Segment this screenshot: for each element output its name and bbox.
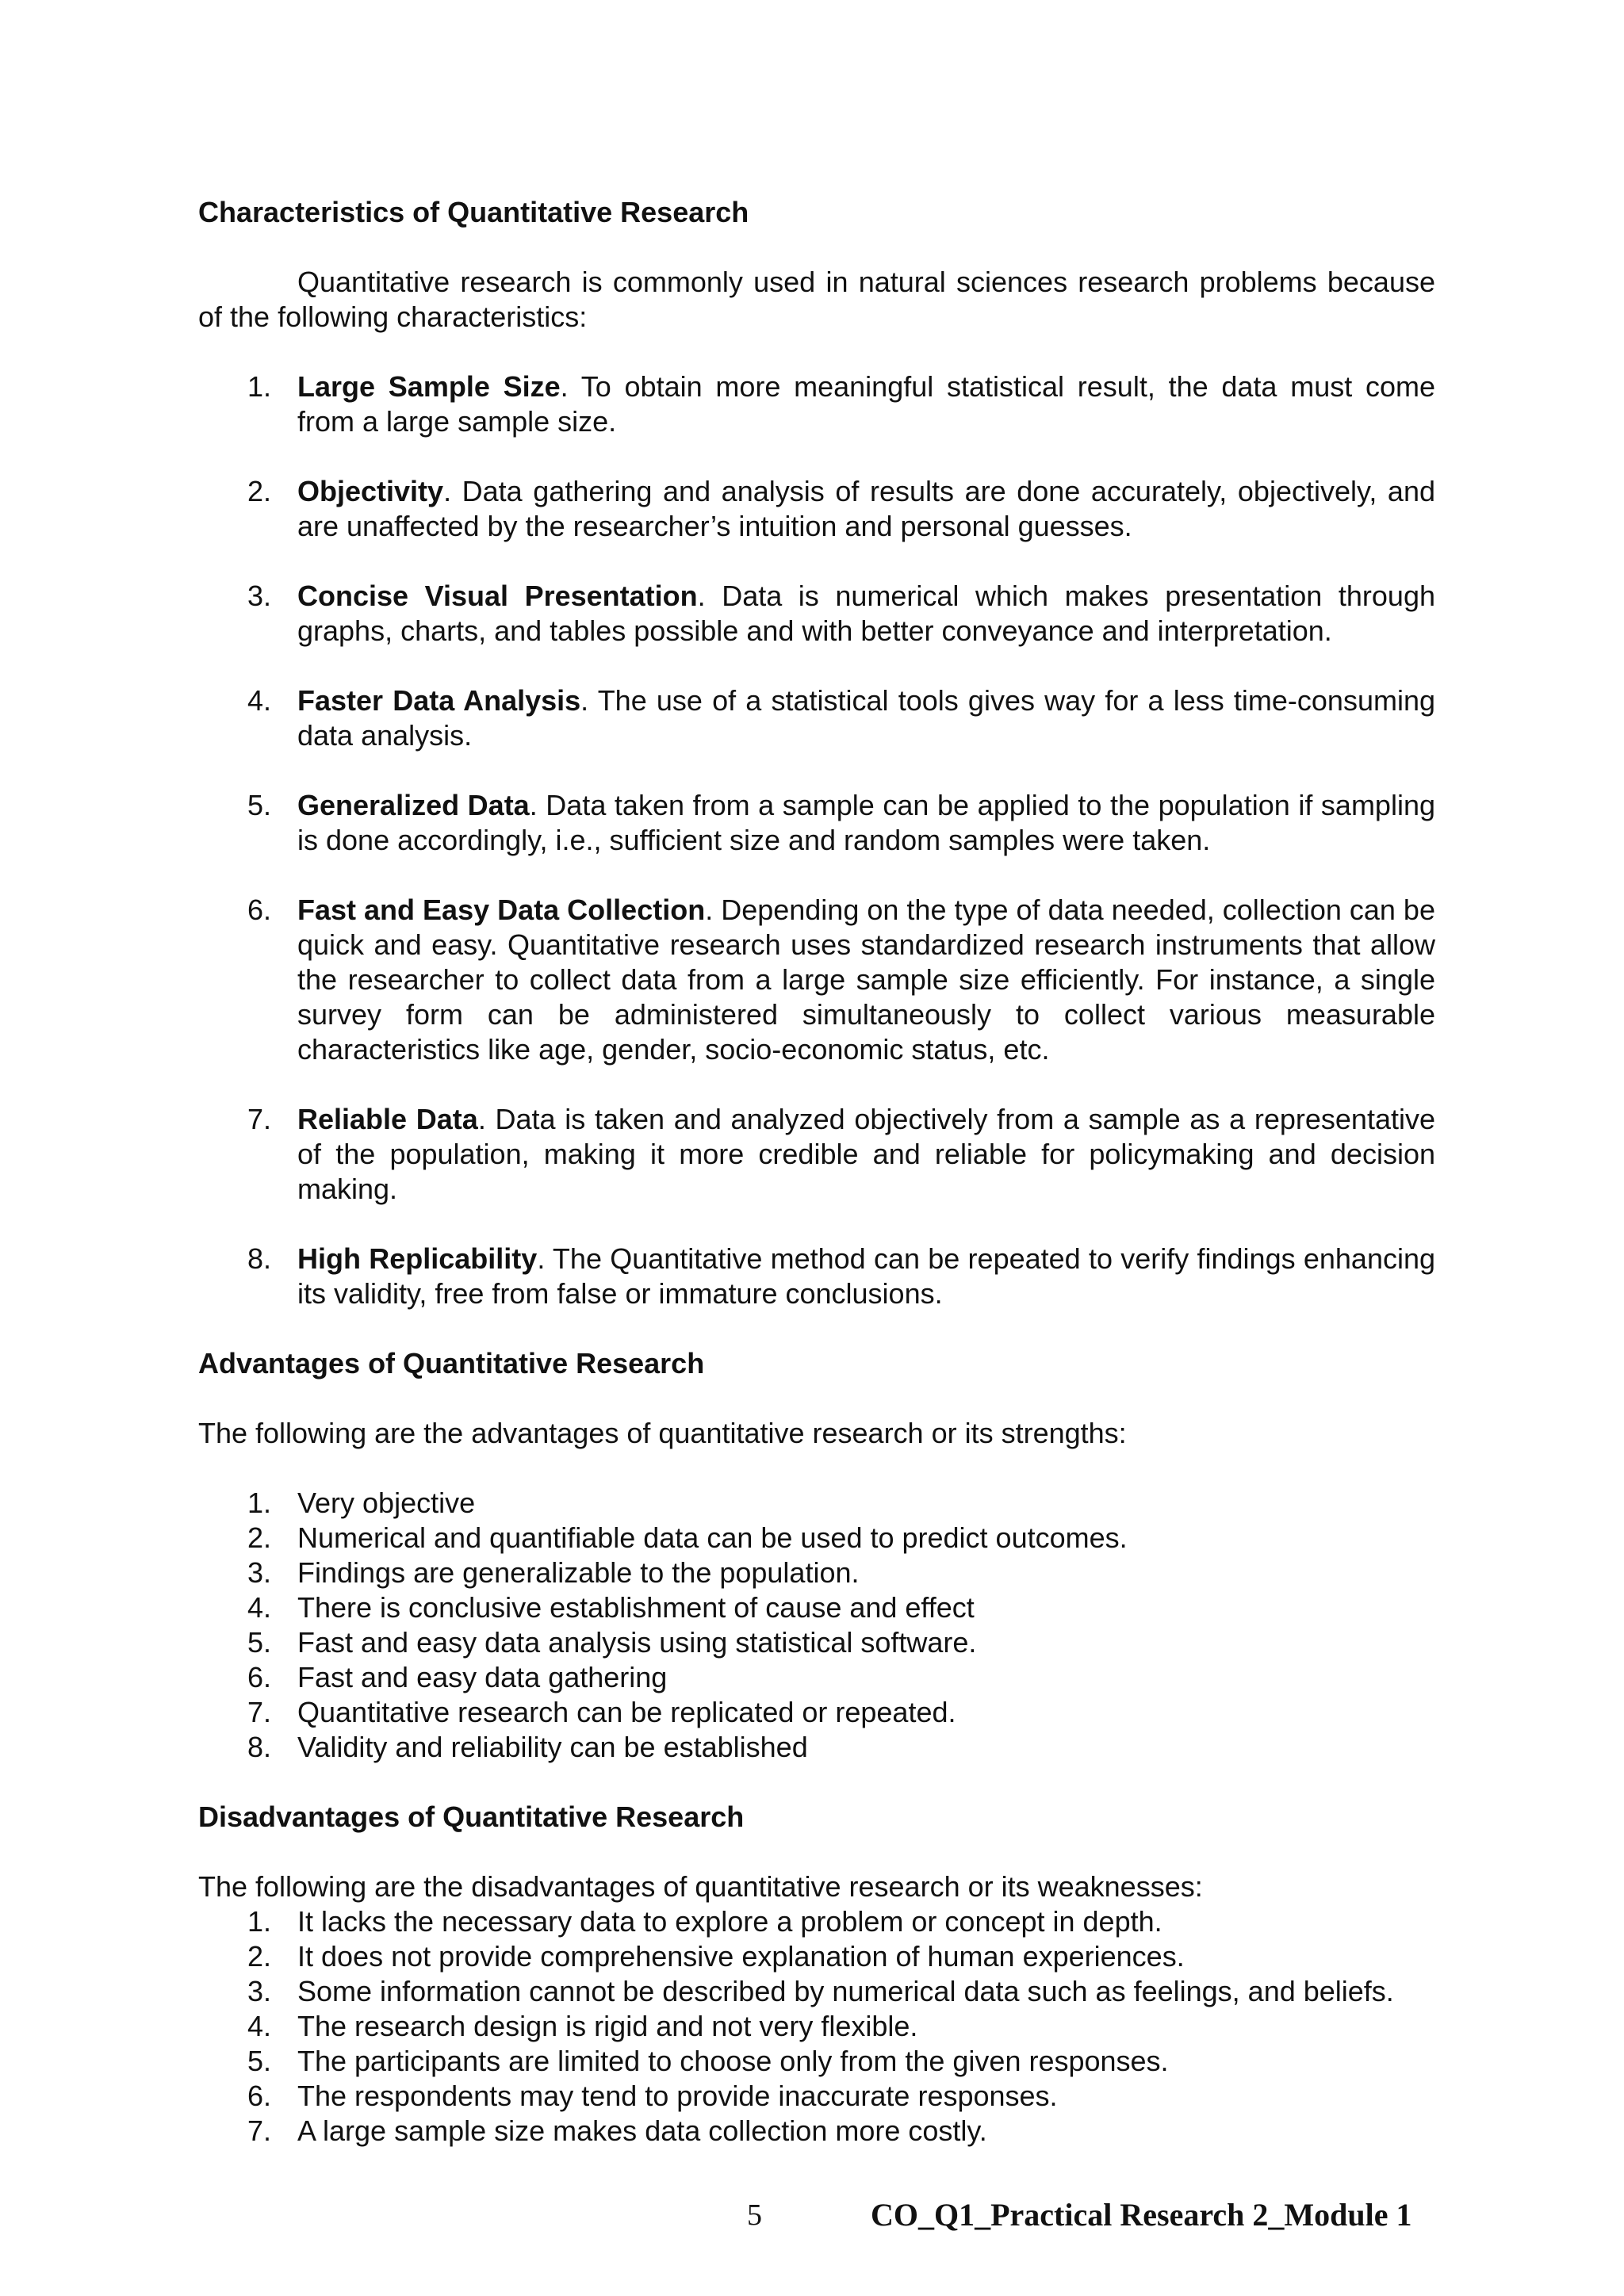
list-item — [198, 1660, 1435, 1695]
item-number: 7. — [247, 1103, 272, 1135]
item-number: 1. — [247, 1905, 272, 1938]
list-item — [198, 1102, 1435, 1207]
item-text: . Data is taken and analyzed objectively from a sample as a representative of the population, making it more credible and reliable for policymaking and decision making. — [297, 1103, 1435, 1205]
item-text: Some information cannot be described by numerical data such as feelings, and beliefs. — [297, 1975, 1394, 2007]
spacer — [198, 1451, 1435, 1486]
item-number: 3. — [247, 1975, 272, 2007]
item-text: Validity and reliability can be established — [297, 1731, 808, 1763]
list-item — [198, 1625, 1435, 1660]
item-text: Findings are generalizable to the population. — [297, 1556, 860, 1589]
item-number: 5. — [247, 1626, 272, 1659]
disadvantages-heading: Disadvantages of Quantitative Research — [198, 1800, 745, 1833]
module-label: CO_Q1_Practical Research 2_Module 1 — [871, 2197, 1412, 2233]
list-item — [198, 893, 1435, 1067]
item-text: . The Quantitative method can be repeated to verify findings enhancing its validity, free from false or immature conclusions. — [297, 1242, 1436, 1310]
list-item — [198, 2114, 1435, 2149]
item-number: 4. — [247, 1591, 272, 1624]
item-number: 7. — [247, 1696, 272, 1728]
item-text: The participants are limited to choose only from the given responses. — [297, 2045, 1169, 2077]
item-number: 4. — [247, 684, 272, 717]
disadvantages-list — [198, 1904, 1435, 2149]
list-item — [198, 1730, 1435, 1765]
item-number: 5. — [247, 2045, 272, 2077]
item-text: Very objective — [297, 1487, 476, 1519]
item-text: The research design is rigid and not very flexible. — [297, 2010, 918, 2042]
advantages-heading: Advantages of Quantitative Research — [198, 1347, 705, 1380]
item-number: 3. — [247, 580, 272, 612]
item-term: Large Sample Size — [297, 370, 561, 403]
characteristics-list — [198, 369, 1435, 1311]
item-number: 2. — [247, 1521, 272, 1554]
item-text: It lacks the necessary data to explore a problem or concept in depth. — [297, 1905, 1162, 1938]
item-term: Generalized Data — [297, 789, 530, 821]
spacer — [198, 1765, 1435, 1800]
item-number: 6. — [247, 894, 272, 926]
item-text: . Depending on the type of data needed, collection can be quick and easy. Quantitative research uses standardized research instruments that allow the researcher to collect data from a large sample size efficiently. For instance, a single survey form can be administered simultaneously to collect various measurable characteristics like age, gender, socio-economic status, etc. — [297, 894, 1435, 1066]
list-item — [198, 1521, 1435, 1556]
list-item — [198, 1590, 1435, 1625]
advantages-list — [198, 1486, 1435, 1765]
page-number: 5 — [747, 2198, 762, 2232]
item-term: Fast and Easy Data Collection — [297, 894, 706, 926]
spacer — [198, 1311, 1435, 1346]
item-number: 4. — [247, 2010, 272, 2042]
item-term: Concise Visual Presentation — [297, 580, 698, 612]
item-number: 6. — [247, 1661, 272, 1693]
item-text: The respondents may tend to provide inaccurate responses. — [297, 2080, 1058, 2112]
list-item — [198, 788, 1435, 858]
page-content — [198, 195, 1435, 2149]
item-text: Fast and easy data gathering — [297, 1661, 668, 1693]
list-item — [198, 369, 1435, 439]
characteristics-intro: Quantitative research is commonly used in natural sciences research problems because of the following characteristics: — [198, 266, 1435, 333]
item-number: 8. — [247, 1731, 272, 1763]
list-item — [198, 1939, 1435, 1974]
item-term: Faster Data Analysis — [297, 684, 581, 717]
item-number: 3. — [247, 1556, 272, 1589]
item-number: 1. — [247, 1487, 272, 1519]
item-text: It does not provide comprehensive explanation of human experiences. — [297, 1940, 1185, 1973]
item-term: Reliable Data — [297, 1103, 478, 1135]
item-text: There is conclusive establishment of cause and effect — [297, 1591, 975, 1624]
list-item — [198, 1904, 1435, 1939]
item-text: Quantitative research can be replicated or repeated. — [297, 1696, 956, 1728]
item-text: . To obtain more meaningful statistical result, the data must come from a large sample size. — [297, 370, 1435, 438]
list-item — [198, 474, 1435, 544]
item-number: 5. — [247, 789, 272, 821]
list-item — [198, 1556, 1435, 1590]
list-item — [198, 2079, 1435, 2114]
disadvantages-intro: The following are the disadvantages of quantitative research or its weaknesses: — [198, 1870, 1203, 1903]
list-item — [198, 2009, 1435, 2044]
list-item — [198, 579, 1435, 649]
item-text: . The use of a statistical tools gives way for a less time-consuming data analysis. — [297, 684, 1435, 752]
item-text: Numerical and quantifiable data can be used to predict outcomes. — [297, 1521, 1128, 1554]
item-number: 2. — [247, 475, 272, 507]
list-item — [198, 1242, 1435, 1311]
item-number: 7. — [247, 2114, 272, 2147]
item-text: . Data is numerical which makes presentation through graphs, charts, and tables possible and with better conveyance and interpretation. — [297, 580, 1435, 647]
item-text: . Data gathering and analysis of results are done accurately, objectively, and are unaffected by the researcher’s intuition and personal guesses. — [297, 475, 1435, 542]
item-text: A large sample size makes data collection more costly. — [297, 2114, 987, 2147]
item-term: Objectivity — [297, 475, 444, 507]
spacer — [198, 1381, 1435, 1416]
item-text: Fast and easy data analysis using statistical software. — [297, 1626, 977, 1659]
item-number: 6. — [247, 2080, 272, 2112]
item-number: 8. — [247, 1242, 272, 1275]
spacer — [198, 1835, 1435, 1869]
list-item — [198, 2044, 1435, 2079]
list-item — [198, 1486, 1435, 1521]
item-text: . Data taken from a sample can be applied to the population if sampling is done accordingly, i.e., sufficient size and random samples were taken. — [297, 789, 1435, 856]
page-footer — [0, 2198, 1624, 2237]
advantages-intro: The following are the advantages of quantitative research or its strengths: — [198, 1417, 1127, 1449]
item-number: 2. — [247, 1940, 272, 1973]
list-item — [198, 1974, 1435, 2009]
item-number: 1. — [247, 370, 272, 403]
item-term: High Replicability — [297, 1242, 538, 1275]
list-item — [198, 1695, 1435, 1730]
characteristics-heading: Characteristics of Quantitative Research — [198, 196, 749, 228]
list-item — [198, 683, 1435, 753]
